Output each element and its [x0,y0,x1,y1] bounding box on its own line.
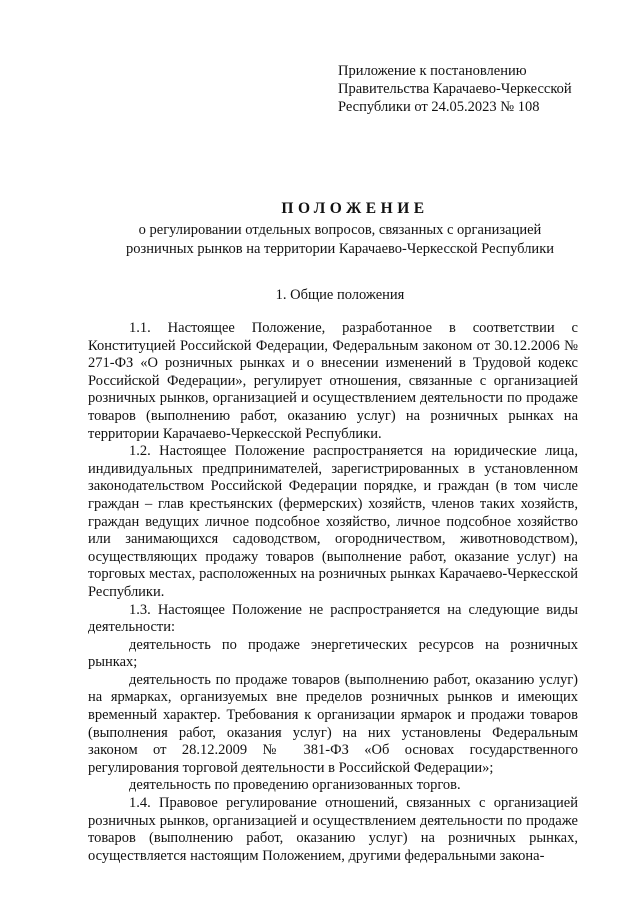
section-heading: 1. Общие положения [275,287,405,303]
paragraph: деятельность по продаже товаров (выполнению работ, оказанию услуг) на ярмарках, организуемых вне пределов розничных рынков и имеющих временный характер. Требования к организации ярмарок и продажи товаров (выполнения работ, оказания услуг) на них установлены Федеральным законом от 28.12.2009 № 381-ФЗ «Об основах государственного регулирования торговой деятельности в Российской Федерации»; [88,671,578,776]
paragraph: деятельность по продаже энергетических ресурсов на розничных рынках; [88,636,578,671]
document-title: ПОЛОЖЕНИЕ [281,200,429,217]
paragraph: 1.1. Настоящее Положение, разработанное в соответствии с Конституцией Российской Федерации, Федеральным законом от 30.12.2006 № 271-ФЗ «О розничных рынках и о внесении изменений в Трудовой кодекс Российской Федерации», регулирует отношения, связанные с организацией розничных рынков, организацией и осуществлением деятельности по продаже товаров (выполнению работ, оказанию услуг) на розничных рынках на территории Карачаево-Черкесской Республики. [88,320,578,442]
paragraph: 1.3. Настоящее Положение не распространяется на следующие виды деятельности: [88,601,578,636]
paragraph: 1.2. Настоящее Положение распространяется на юридические лица, индивидуальных предпринимателей, зарегистрированных в установленном законодательством Российской Федерации порядке, и граждан (в том числе граждан – глав крестьянских (фермерских) хозяйств, членов таких хозяйств, граждан ведущих личное подсобное хозяйство, личное подсобное хозяйство или занимающихся садоводством, огородничеством, животноводством), осуществляющих продажу товаров (выполнение работ, оказание услуг) на торговых местах, расположенных на розничных рынках Карачаево-Черкесской Республики. [88,443,578,600]
document-body [88,320,578,865]
subtitle-line: о регулировании отдельных вопросов, связанных с организацией [138,222,542,238]
document-subtitle [70,221,610,259]
paragraph: 1.4. Правовое регулирование отношений, связанных с организацией розничных рынков, организацией и осуществлением деятельности по продаже товаров (выполнению работ, оказанию услуг) на розничных рынках, осуществляется настоящим Положением, другими федеральными закона- [88,795,578,864]
appendix-line: Республики от 24.05.2023 № 108 [338,99,540,115]
subtitle-line: розничных рынков на территории Карачаево-Черкесской Республики [126,241,554,257]
appendix-line: Приложение к постановлению [338,63,527,79]
appendix-line: Правительства Карачаево-Черкесской [338,81,572,97]
appendix-block [338,62,628,116]
paragraph: деятельность по проведению организованных торгов. [129,777,461,794]
